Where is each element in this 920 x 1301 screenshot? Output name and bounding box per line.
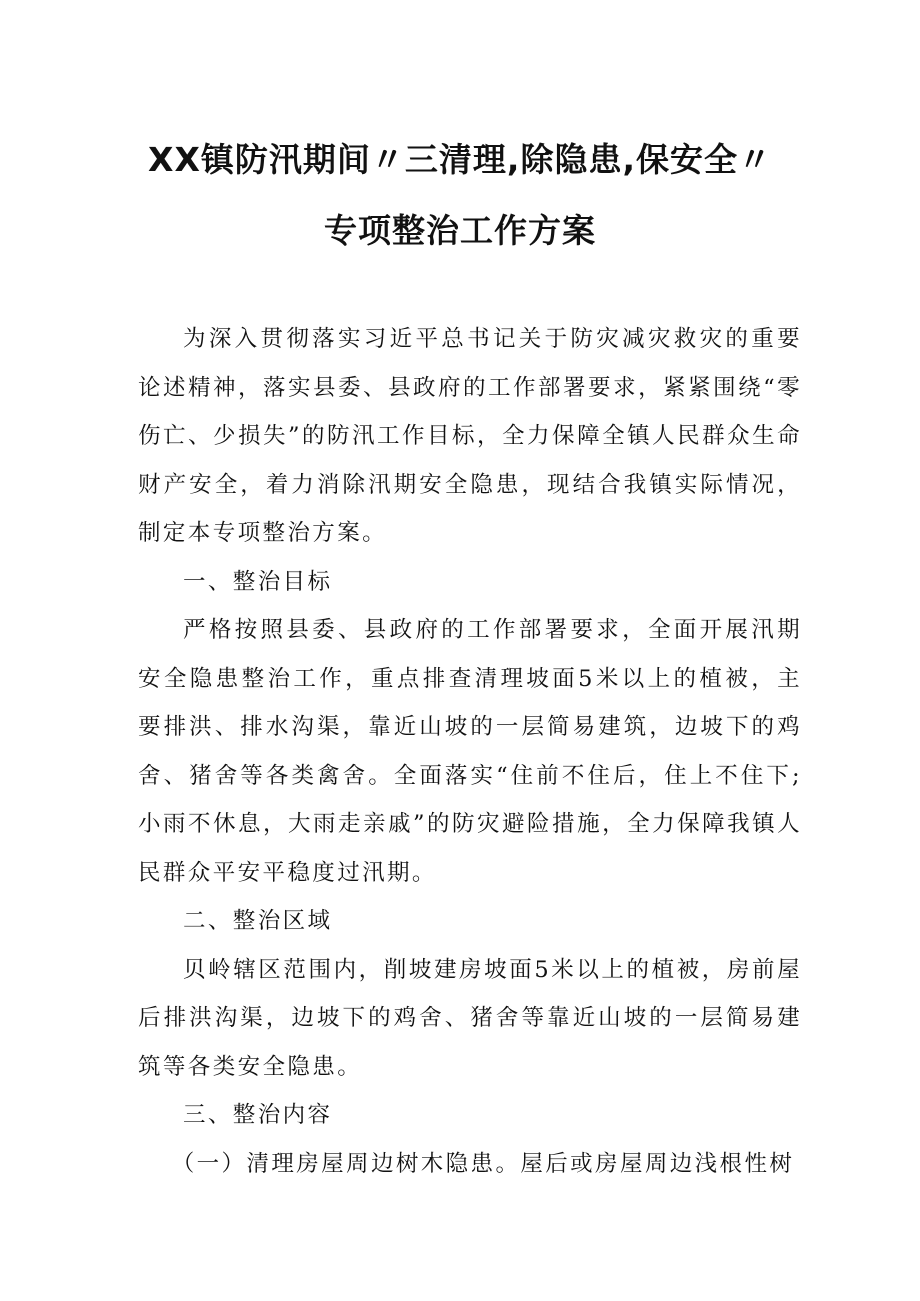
document-title-line-1: XX镇防汛期间〃三清理,除隐患,保安全〃 (148, 140, 772, 179)
intro-paragraph: 为深入贯彻落实习近平总书记关于防灾减灾救灾的重要论述精神，落实县委、县政府的工作部署要求，紧紧围绕“零伤亡、少损失”的防汛工作目标，全力保障全镇人民群众生命财产安全，着力消除汛期安全隐患，现结合我镇实际情况，制定本专项整治方案。 (138, 326, 802, 546)
section-heading-goals: 一、整治目标 (183, 568, 333, 595)
area-paragraph: 贝岭辖区范围内，削坡建房坡面5米以上的植被，房前屋后排洪沟渠，边坡下的鸡舍、猪舍等靠近山坡的一层简易建筑等各类安全隐患。 (138, 956, 802, 1080)
document-title-line-2: 专项整治工作方案 (324, 211, 596, 250)
goals-paragraph: 严格按照县委、县政府的工作部署要求，全面开展汛期安全隐患整治工作，重点排查清理坡面5米以上的植被，主要排洪、排水沟渠，靠近山坡的一层简易建筑，边坡下的鸡舍、猪舍等各类禽舍。全面落实“住前不住后，住上不住下;小雨不休息，大雨走亲戚”的防灾避险措施，全力保障我镇人民群众平安平稳度过汛期。 (138, 617, 802, 886)
section-heading-area: 二、整治区域 (183, 908, 333, 934)
section-heading-content: 三、整治内容 (183, 1102, 333, 1128)
document-body (138, 315, 802, 1188)
content-item-1-paragraph: （一）清理房屋周边树木隐患。屋后或房屋周边浅根性树 (171, 1150, 795, 1177)
